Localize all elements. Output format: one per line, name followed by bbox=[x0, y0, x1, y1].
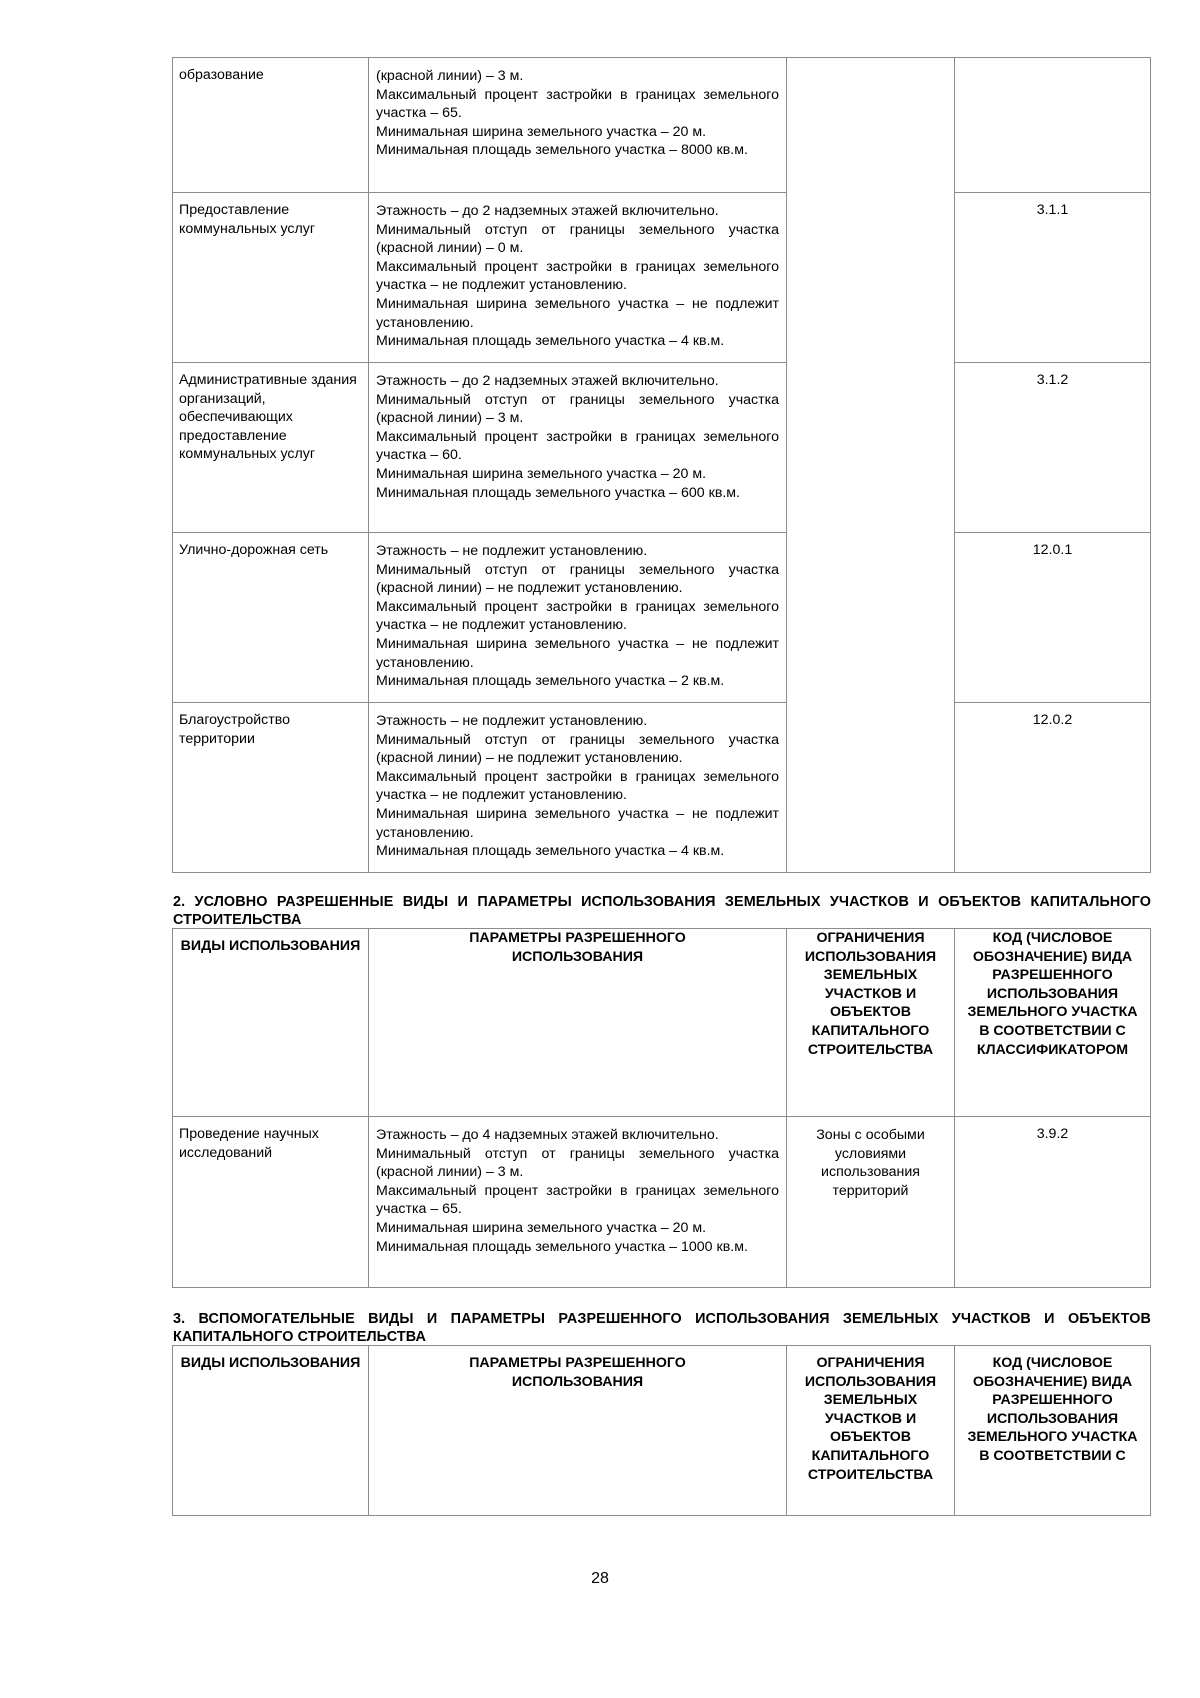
param-line: Максимальный процент застройки в границах земельного участка – 65. bbox=[376, 86, 779, 122]
params-cell bbox=[369, 533, 786, 697]
column-header: ПАРАМЕТРЫ РАЗРЕШЕННОГО ИСПОЛЬЗОВАНИЯ bbox=[469, 1355, 686, 1390]
param-line: Этажность – не подлежит установлению. bbox=[376, 543, 648, 559]
params-cell bbox=[369, 363, 786, 508]
code-cell: 12.0.1 bbox=[1032, 542, 1073, 558]
code-cell bbox=[955, 58, 1150, 72]
param-line: Минимальный отступ от границы земельного участка (красной линии) – не подлежит установлению. bbox=[376, 731, 779, 767]
column-header: ВИДЫ ИСПОЛЬЗОВАНИЯ bbox=[180, 938, 361, 954]
params-cell bbox=[369, 193, 786, 357]
param-line: (красной линии) – 3 м. bbox=[376, 68, 524, 84]
column-header: ОГРАНИЧЕНИЯ ИСПОЛЬЗОВАНИЯ ЗЕМЕЛЬНЫХ УЧАСТКОВ И ОБЪЕКТОВ КАПИТАЛЬНОГО СТРОИТЕЛЬСТВА bbox=[804, 1355, 937, 1483]
table-row bbox=[173, 363, 1151, 533]
column-header: ОГРАНИЧЕНИЯ ИСПОЛЬЗОВАНИЯ ЗЕМЕЛЬНЫХ УЧАСТКОВ И ОБЪЕКТОВ КАПИТАЛЬНОГО СТРОИТЕЛЬСТВА bbox=[804, 930, 937, 1058]
param-line: Максимальный процент застройки в границах земельного участка – 60. bbox=[376, 428, 779, 464]
param-line: Минимальная площадь земельного участка – 600 кв.м. bbox=[376, 484, 740, 501]
code-cell: 3.1.1 bbox=[1036, 202, 1069, 218]
param-line: Минимальный отступ от границы земельного участка (красной линии) – не подлежит установлению. bbox=[376, 561, 779, 597]
table-header-row bbox=[173, 1346, 1151, 1516]
param-line: Этажность – до 2 надземных этажей включительно. bbox=[376, 373, 719, 389]
conditional-uses-table bbox=[172, 928, 1151, 1288]
param-line: Максимальный процент застройки в границах земельного участка – не подлежит установлению. bbox=[376, 598, 779, 634]
table-header-row bbox=[173, 929, 1151, 1117]
use-name: Улично-дорожная сеть bbox=[179, 542, 329, 558]
param-line: Этажность – до 4 надземных этажей включительно. bbox=[376, 1127, 719, 1143]
param-line: Минимальная ширина земельного участка – не подлежит установлению. bbox=[376, 295, 779, 331]
use-name: Административные здания организаций, обеспечивающих предоставление коммунальных услуг bbox=[179, 372, 357, 463]
use-name: Благоустройство территории bbox=[179, 712, 291, 747]
column-header: КОД (ЧИСЛОВОЕ ОБОЗНАЧЕНИЕ) ВИДА РАЗРЕШЕННОГО ИСПОЛЬЗОВАНИЯ ЗЕМЕЛЬНОГО УЧАСТКА В СООТВЕТСТВИИ С bbox=[967, 1355, 1138, 1464]
param-line: Минимальная ширина земельного участка – 20 м. bbox=[376, 465, 707, 482]
restriction-cell: Зоны с особыми условиями использования территорий bbox=[816, 1127, 925, 1199]
table-row bbox=[173, 193, 1151, 363]
param-line: Минимальная площадь земельного участка – 4 кв.м. bbox=[376, 333, 725, 350]
param-line: Минимальная площадь земельного участка – 2 кв.м. bbox=[376, 673, 725, 690]
table-row bbox=[173, 58, 1151, 193]
section-3-title: 3. ВСПОМОГАТЕЛЬНЫЕ ВИДЫ И ПАРАМЕТРЫ РАЗРЕШЕННОГО ИСПОЛЬЗОВАНИЯ ЗЕМЕЛЬНЫХ УЧАСТКОВ И ОБЪЕКТОВ КАПИТАЛЬНОГО СТРОИТЕЛЬСТВА bbox=[173, 1311, 1151, 1345]
use-name: образование bbox=[179, 67, 264, 83]
param-line: Максимальный процент застройки в границах земельного участка – не подлежит установлению. bbox=[376, 258, 779, 294]
code-cell: 3.1.2 bbox=[1036, 372, 1069, 388]
permitted-uses-table bbox=[172, 57, 1151, 873]
param-line: Минимальная ширина земельного участка – 20 м. bbox=[376, 1219, 707, 1236]
page-number: 28 bbox=[591, 1570, 609, 1587]
section-2-title: 2. УСЛОВНО РАЗРЕШЕННЫЕ ВИДЫ И ПАРАМЕТРЫ ИСПОЛЬЗОВАНИЯ ЗЕМЕЛЬНЫХ УЧАСТКОВ И ОБЪЕКТОВ КАПИТАЛЬНОГО СТРОИТЕЛЬСТВА bbox=[173, 894, 1151, 928]
column-header: ВИДЫ ИСПОЛЬЗОВАНИЯ bbox=[180, 1355, 361, 1371]
use-name: Предоставление коммунальных услуг bbox=[179, 202, 316, 237]
param-line: Этажность – не подлежит установлению. bbox=[376, 713, 648, 729]
restrictions-cell bbox=[787, 58, 955, 873]
table-row bbox=[173, 533, 1151, 703]
param-line: Минимальный отступ от границы земельного участка (красной линии) – 3 м. bbox=[376, 1145, 779, 1181]
column-header: КОД (ЧИСЛОВОЕ ОБОЗНАЧЕНИЕ) ВИДА РАЗРЕШЕННОГО ИСПОЛЬЗОВАНИЯ ЗЕМЕЛЬНОГО УЧАСТКА В СООТВЕТСТВИИ С КЛАССИФИКАТОРОМ bbox=[967, 930, 1138, 1058]
params-cell bbox=[369, 1117, 786, 1262]
param-line: Этажность – до 2 надземных этажей включительно. bbox=[376, 203, 719, 219]
param-line: Минимальная площадь земельного участка – 4 кв.м. bbox=[376, 843, 725, 860]
use-name: Проведение научных исследований bbox=[179, 1126, 319, 1161]
param-line: Минимальная площадь земельного участка – 1000 кв.м. bbox=[376, 1238, 748, 1255]
code-cell: 12.0.2 bbox=[1032, 712, 1073, 728]
param-line: Минимальный отступ от границы земельного участка (красной линии) – 0 м. bbox=[376, 221, 779, 257]
column-header: ПАРАМЕТРЫ РАЗРЕШЕННОГО ИСПОЛЬЗОВАНИЯ bbox=[469, 930, 686, 965]
params-cell bbox=[369, 703, 786, 867]
code-cell: 3.9.2 bbox=[1036, 1126, 1069, 1142]
param-line: Минимальный отступ от границы земельного участка (красной линии) – 3 м. bbox=[376, 391, 779, 427]
param-line: Максимальный процент застройки в границах земельного участка – не подлежит установлению. bbox=[376, 768, 779, 804]
param-line: Максимальный процент застройки в границах земельного участка – 65. bbox=[376, 1182, 779, 1218]
param-line: Минимальная ширина земельного участка – не подлежит установлению. bbox=[376, 805, 779, 841]
params-cell bbox=[369, 58, 786, 166]
param-line: Минимальная площадь земельного участка – 8000 кв.м. bbox=[376, 142, 748, 159]
table-row bbox=[173, 1117, 1151, 1288]
table-row bbox=[173, 703, 1151, 873]
param-line: Минимальная ширина земельного участка – не подлежит установлению. bbox=[376, 635, 779, 671]
auxiliary-uses-table bbox=[172, 1345, 1151, 1516]
param-line: Минимальная ширина земельного участка – 20 м. bbox=[376, 123, 707, 140]
